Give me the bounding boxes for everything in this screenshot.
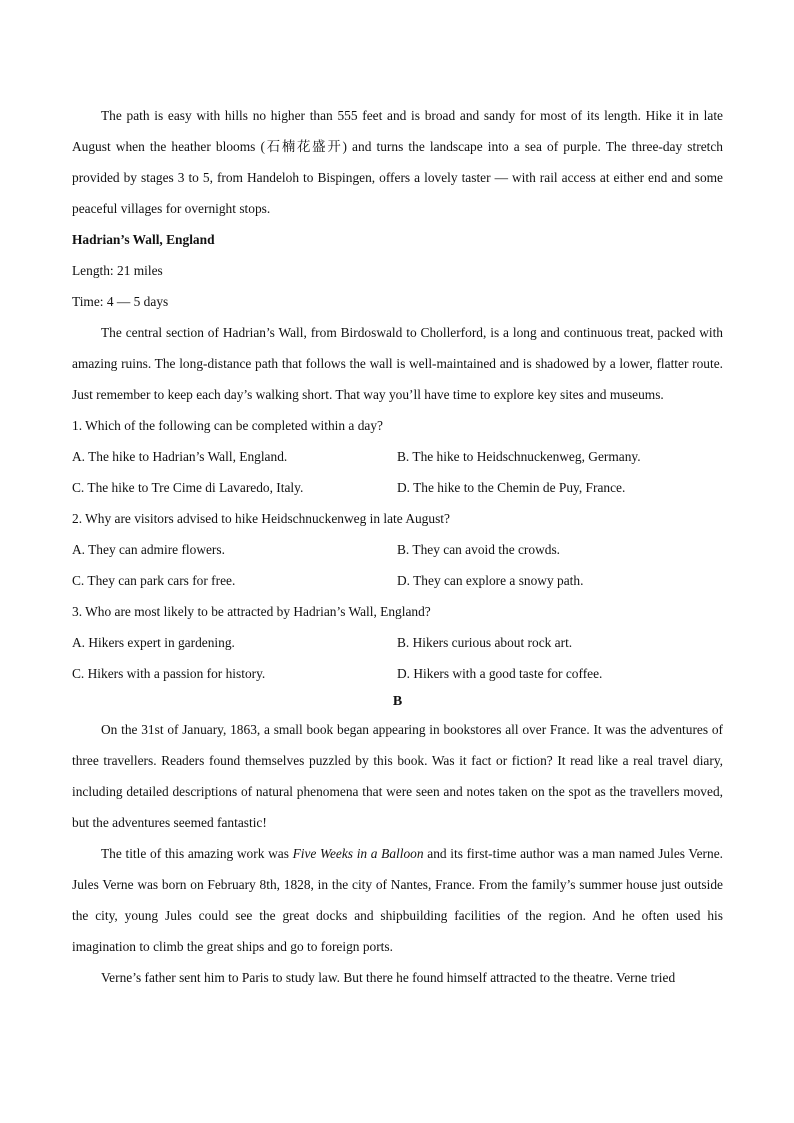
option-d: D. Hikers with a good taste for coffee. (397, 666, 603, 681)
option-b: B. Hikers curious about rock art. (397, 635, 573, 650)
option-c: C. Hikers with a passion for history. (72, 666, 266, 681)
option-row (72, 534, 723, 565)
question-stem: 1. Which of the following can be completed within a day? (72, 418, 383, 433)
option-row (72, 441, 723, 472)
question-stem: 3. Who are most likely to be attracted by Hadrian’s Wall, England? (72, 604, 431, 619)
hadrian-time: Time: 4 — 5 days (72, 294, 169, 309)
paragraph-text: The title of this amazing work was (101, 846, 293, 861)
section-heading-hadrians-wall: Hadrian’s Wall, England (72, 232, 215, 247)
option-b: B. The hike to Heidschnuckenweg, Germany. (397, 449, 641, 464)
section-b-label: B (392, 694, 403, 709)
hadrian-length: Length: 21 miles (72, 263, 163, 278)
book-title: Five Weeks in a Balloon (292, 846, 424, 861)
question-3 (72, 596, 723, 689)
option-a: A. Hikers expert in gardening. (72, 635, 235, 650)
option-b: B. They can avoid the crowds. (397, 542, 561, 557)
option-a: A. The hike to Hadrian’s Wall, England. (72, 449, 288, 464)
hadrian-paragraph: The central section of Hadrian’s Wall, from Birdoswald to Chollerford, is a long and continuous treat, packed with amazing ruins. The long-distance path that follows the wall is well-maintained and is shadowed by a lower, flatter route. Just remember to keep each day’s walking short. That way you’ll have time to explore key sites and museums. (72, 325, 723, 402)
option-d: D. They can explore a snowy path. (397, 573, 584, 588)
document-page (72, 100, 723, 993)
paragraph-text: and its first-time author was a man named Jules Verne. Jules Verne was born on February 8th, 1828, in the city of Nantes, France. From the family’s summer house just outside the city, young Jules could see the great docks and shipbuilding facilities of the region. And he often used his imagination to climb the great ships and go to foreign ports. (72, 846, 724, 954)
option-row (72, 565, 723, 596)
option-c: C. They can park cars for free. (72, 573, 236, 588)
option-a: A. They can admire flowers. (72, 542, 225, 557)
option-row (72, 658, 723, 689)
option-row (72, 627, 723, 658)
section-b-paragraph-1: On the 31st of January, 1863, a small book began appearing in bookstores all over France. It was the adventures of three travellers. Readers found themselves puzzled by this book. Was it fact or fiction? It read like a real travel diary, including detailed descriptions of natural phenomena that were seen and notes taken on the spot as the travellers moved, but the adventures seemed fantastic! (72, 722, 723, 830)
section-b-paragraph-2 (72, 838, 723, 962)
section-b-paragraph-3: Verne’s father sent him to Paris to study law. But there he found himself attracted to the theatre. Verne tried (101, 970, 676, 985)
option-row (72, 472, 723, 503)
option-c: C. The hike to Tre Cime di Lavaredo, Italy. (72, 480, 304, 495)
question-stem: 2. Why are visitors advised to hike Heidschnuckenweg in late August? (72, 511, 450, 526)
question-2 (72, 503, 723, 596)
option-d: D. The hike to the Chemin de Puy, France. (397, 480, 626, 495)
intro-paragraph: The path is easy with hills no higher than 555 feet and is broad and sandy for most of its length. Hike it in late August when the heather blooms (石楠花盛开) and turns the landscape into a sea of purple. The three-day stretch provided by stages 3 to 5, from Handeloh to Bispingen, offers a lovely taster — with rail access at either end and some peaceful villages for overnight stops. (72, 108, 723, 216)
question-1 (72, 410, 723, 503)
